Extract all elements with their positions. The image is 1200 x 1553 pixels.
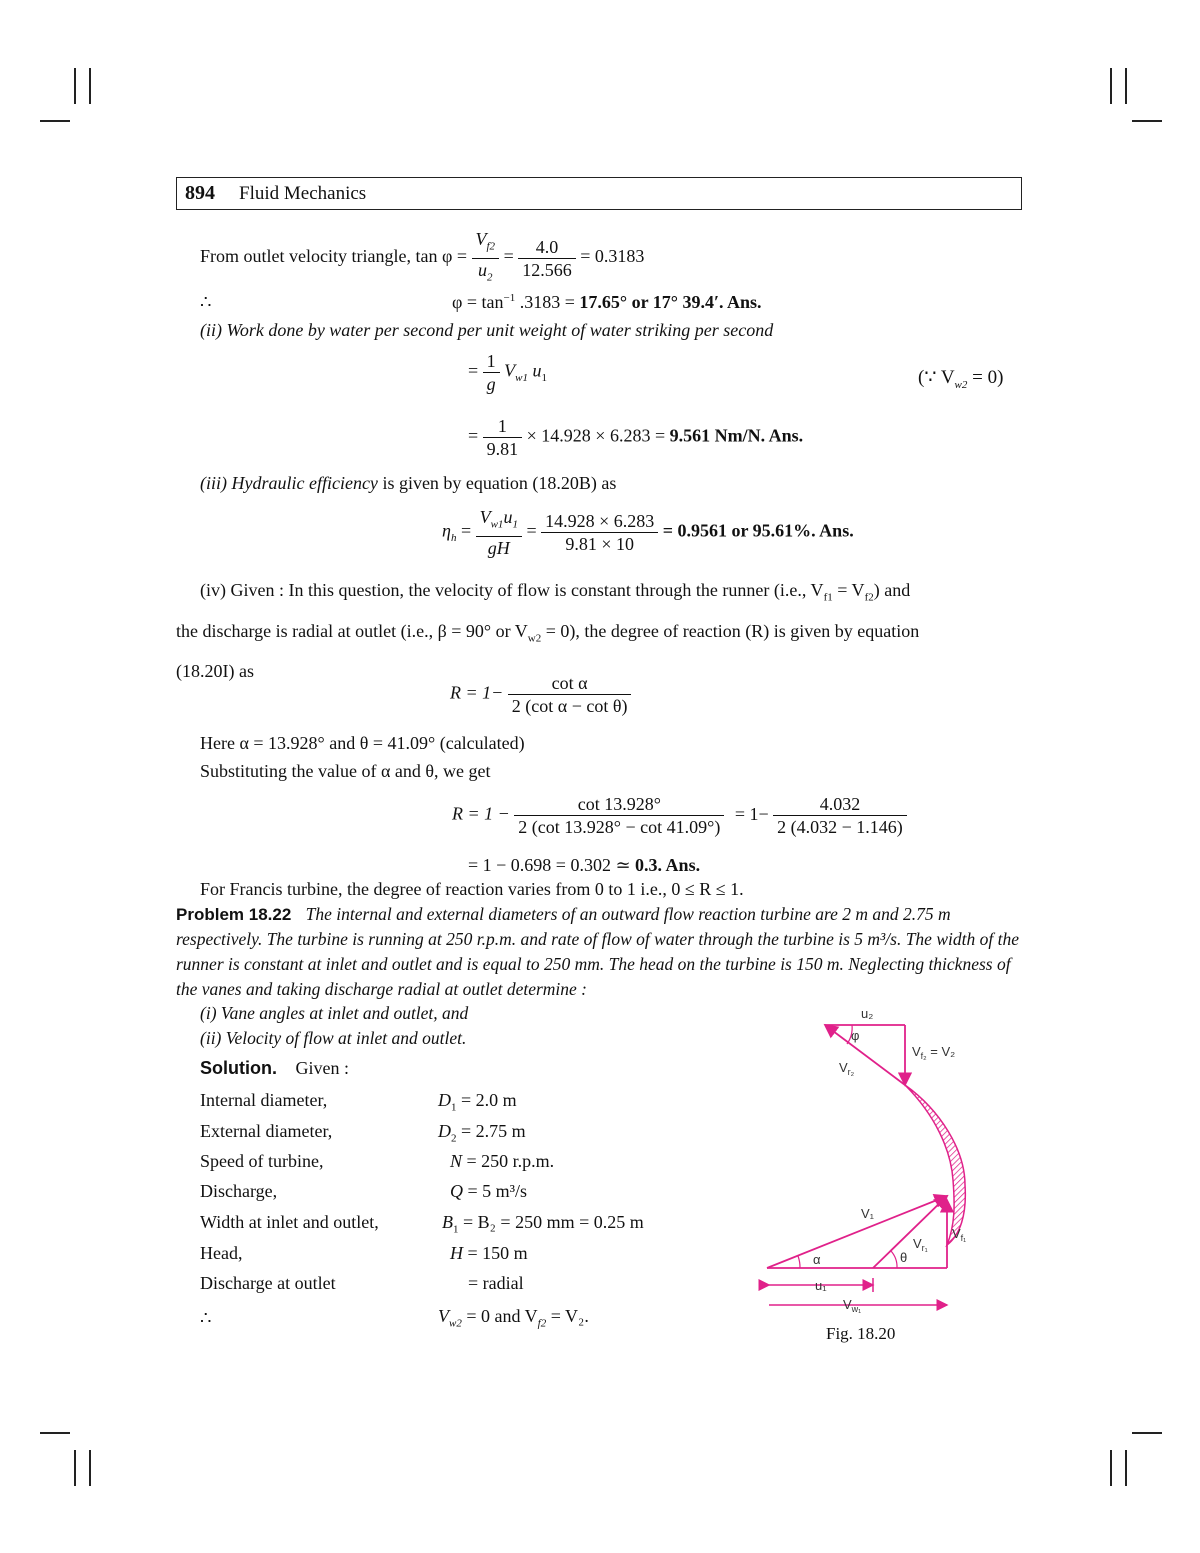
given-value: $D_1 = 2.0$ m bbox=[438, 1090, 517, 1114]
crop-mark bbox=[1110, 68, 1112, 104]
answer: = 0.9561 or 95.61%. Ans. bbox=[662, 520, 854, 541]
crop-mark bbox=[1125, 1450, 1127, 1486]
given-label: External diameter, bbox=[200, 1121, 333, 1141]
figure-caption: Fig. 18.20 bbox=[826, 1324, 896, 1343]
side-note: (∵ $V_{w2} = 0$) bbox=[918, 367, 1004, 391]
equation-degree-result: = 1 − 0.698 = 0.302 ≃ 0.3. Ans. bbox=[468, 855, 701, 875]
label-alpha: α bbox=[813, 1252, 821, 1267]
equation-tan-phi: From outlet velocity triangle, tan φ = $\frac{V_{f2}}{u_2}$ = $\frac{4.0}{12.566}$ = 0.3183 bbox=[200, 229, 645, 284]
answer: 9.561 Nm/N. Ans. bbox=[669, 425, 804, 446]
part-iii-heading: (iii) Hydraulic efficiency is given by equation (18.20B) as bbox=[200, 473, 617, 493]
given-label: Internal diameter, bbox=[200, 1090, 328, 1110]
crop-mark bbox=[1132, 120, 1162, 122]
answer: 0.3. Ans. bbox=[635, 855, 701, 875]
crop-mark bbox=[89, 68, 91, 104]
part-ii-heading: (ii) Work done by water per second per unit weight of water striking per second bbox=[200, 320, 774, 340]
equation-work-done: = $\frac{1}{g}$ $V_{w1}$ $u_1$ bbox=[468, 351, 547, 394]
part-iv-paragraph: (iv) Given : In this question, the velocity of flow is constant through the runner (i.e., $V_{f1} = V_{f2}$) and the discharge is radial at outlet (i.e., β = 90° or $V_{w2} = 0$), the degree of reaction (R) is given by equation (18.20I) as bbox=[176, 580, 920, 682]
running-header bbox=[176, 177, 1022, 210]
given-value: Q = 5 m³/s bbox=[450, 1181, 528, 1201]
label-vw1: $V_{w_1}$ bbox=[843, 1297, 862, 1314]
crop-mark bbox=[74, 68, 76, 104]
velocity-triangle-figure bbox=[755, 1000, 985, 1330]
problem-statement: Problem 18.22 The internal and external diameters of an outward flow reaction turbine are 2 m and 2.75 m respectively. The turbine is running at 250 r.p.m. and rate of flow of water through the turbine is 5 m³/s. The width of the runner is constant at inlet and outlet and is equal to 250 mm. The head on the turbine is 150 m. Neglecting thickness of the vanes and taking discharge radial at outlet determine : bbox=[176, 904, 1019, 999]
problem-item-2: (ii) Velocity of flow at inlet and outlet. bbox=[200, 1028, 467, 1048]
francis-line: For Francis turbine, the degree of reaction varies from 0 to 1 i.e., 0 ≤ R ≤ 1. bbox=[200, 879, 744, 899]
crop-mark bbox=[74, 1450, 76, 1486]
crop-mark bbox=[1132, 1432, 1162, 1434]
therefore-symbol: ∴ bbox=[200, 1308, 212, 1328]
given-label: Discharge, bbox=[200, 1181, 278, 1201]
problem-item-1: (i) Vane angles at inlet and outlet, and bbox=[200, 1003, 469, 1023]
equation-degree-value: R = 1 − $\frac{\cot 13.928^\circ}{2 (\cot 13.928^\circ - \cot 41.09^\circ)}$ = 1− $\frac{4.032}{2 (4.032 - 1.146)}$ bbox=[452, 793, 907, 838]
vr2-vector bbox=[825, 1025, 905, 1085]
crop-mark bbox=[1125, 68, 1127, 104]
book-title: Fluid Mechanics bbox=[239, 183, 367, 204]
vr1-vector bbox=[873, 1196, 947, 1268]
problem-label: Problem 18.22 bbox=[176, 905, 292, 924]
crop-mark bbox=[40, 1432, 70, 1434]
answer: 17.65° or 17° 39.4′. Ans. bbox=[579, 292, 762, 312]
label-theta: θ bbox=[900, 1250, 908, 1265]
given-value: N = 250 r.p.m. bbox=[450, 1151, 555, 1171]
equation-phi: $\varphi = \tan^{-1} .3183 = 17.65^\circ$ or 17° 39.4′. Ans. bbox=[452, 292, 762, 312]
label-vf1: $V_{f_1}$ bbox=[952, 1226, 967, 1243]
here-line: Here α = 13.928° and θ = 41.09° (calculated) bbox=[200, 733, 525, 753]
label-vr1: $V_{r_1}$ bbox=[913, 1236, 928, 1253]
given-label: Discharge at outlet bbox=[200, 1273, 336, 1293]
given-label: Width at inlet and outlet, bbox=[200, 1212, 379, 1232]
given-value: H = 150 m bbox=[450, 1243, 528, 1263]
equation-work-value: = $\frac{1}{9.81}$ × 14.928 × 6.283 = 9.561 Nm/N. Ans. bbox=[468, 416, 804, 459]
page-number: 894 bbox=[185, 182, 215, 204]
equation-efficiency: $\eta_h$ = $\frac{V_{w1}u_1}{gH}$ = $\frac{14.928 \times 6.283}{9.81 \times 10}$ = 0.9561 or 95.61%. Ans. bbox=[442, 507, 854, 558]
label-vf2: $V_{f_2} = V_2$ bbox=[912, 1044, 956, 1061]
given-value: = radial bbox=[468, 1273, 524, 1293]
given-label: Speed of turbine, bbox=[200, 1151, 324, 1171]
therefore-symbol: ∴ bbox=[200, 292, 212, 312]
given-value: $B_1 = B_2 = 250$ mm = 0.25 m bbox=[442, 1212, 644, 1236]
vane-blade bbox=[905, 1085, 965, 1245]
label-phi: φ bbox=[851, 1028, 860, 1043]
crop-mark bbox=[40, 120, 70, 122]
crop-mark bbox=[1110, 1450, 1112, 1486]
given-value: $V_{w2} = 0$ and $V_{f2} = V_2$. bbox=[438, 1306, 589, 1330]
label-v1: V₁ bbox=[861, 1206, 875, 1221]
solution-heading: Solution. Given : bbox=[200, 1058, 349, 1078]
label-u1: u₁ bbox=[815, 1278, 827, 1293]
crop-mark bbox=[89, 1450, 91, 1486]
label-u2: u₂ bbox=[861, 1006, 874, 1021]
label-vr2: $V_{r_2}$ bbox=[839, 1060, 855, 1077]
given-value: $D_2 = 2.75$ m bbox=[438, 1121, 526, 1145]
equation-degree-reaction: R = 1− $\frac{\text{cot α}}{\text{2 (cot α − cot θ)}}$ bbox=[450, 672, 631, 717]
substituting-line: Substituting the value of α and θ, we get bbox=[200, 761, 491, 781]
given-label: Head, bbox=[200, 1243, 243, 1263]
v1-vector bbox=[767, 1196, 947, 1268]
